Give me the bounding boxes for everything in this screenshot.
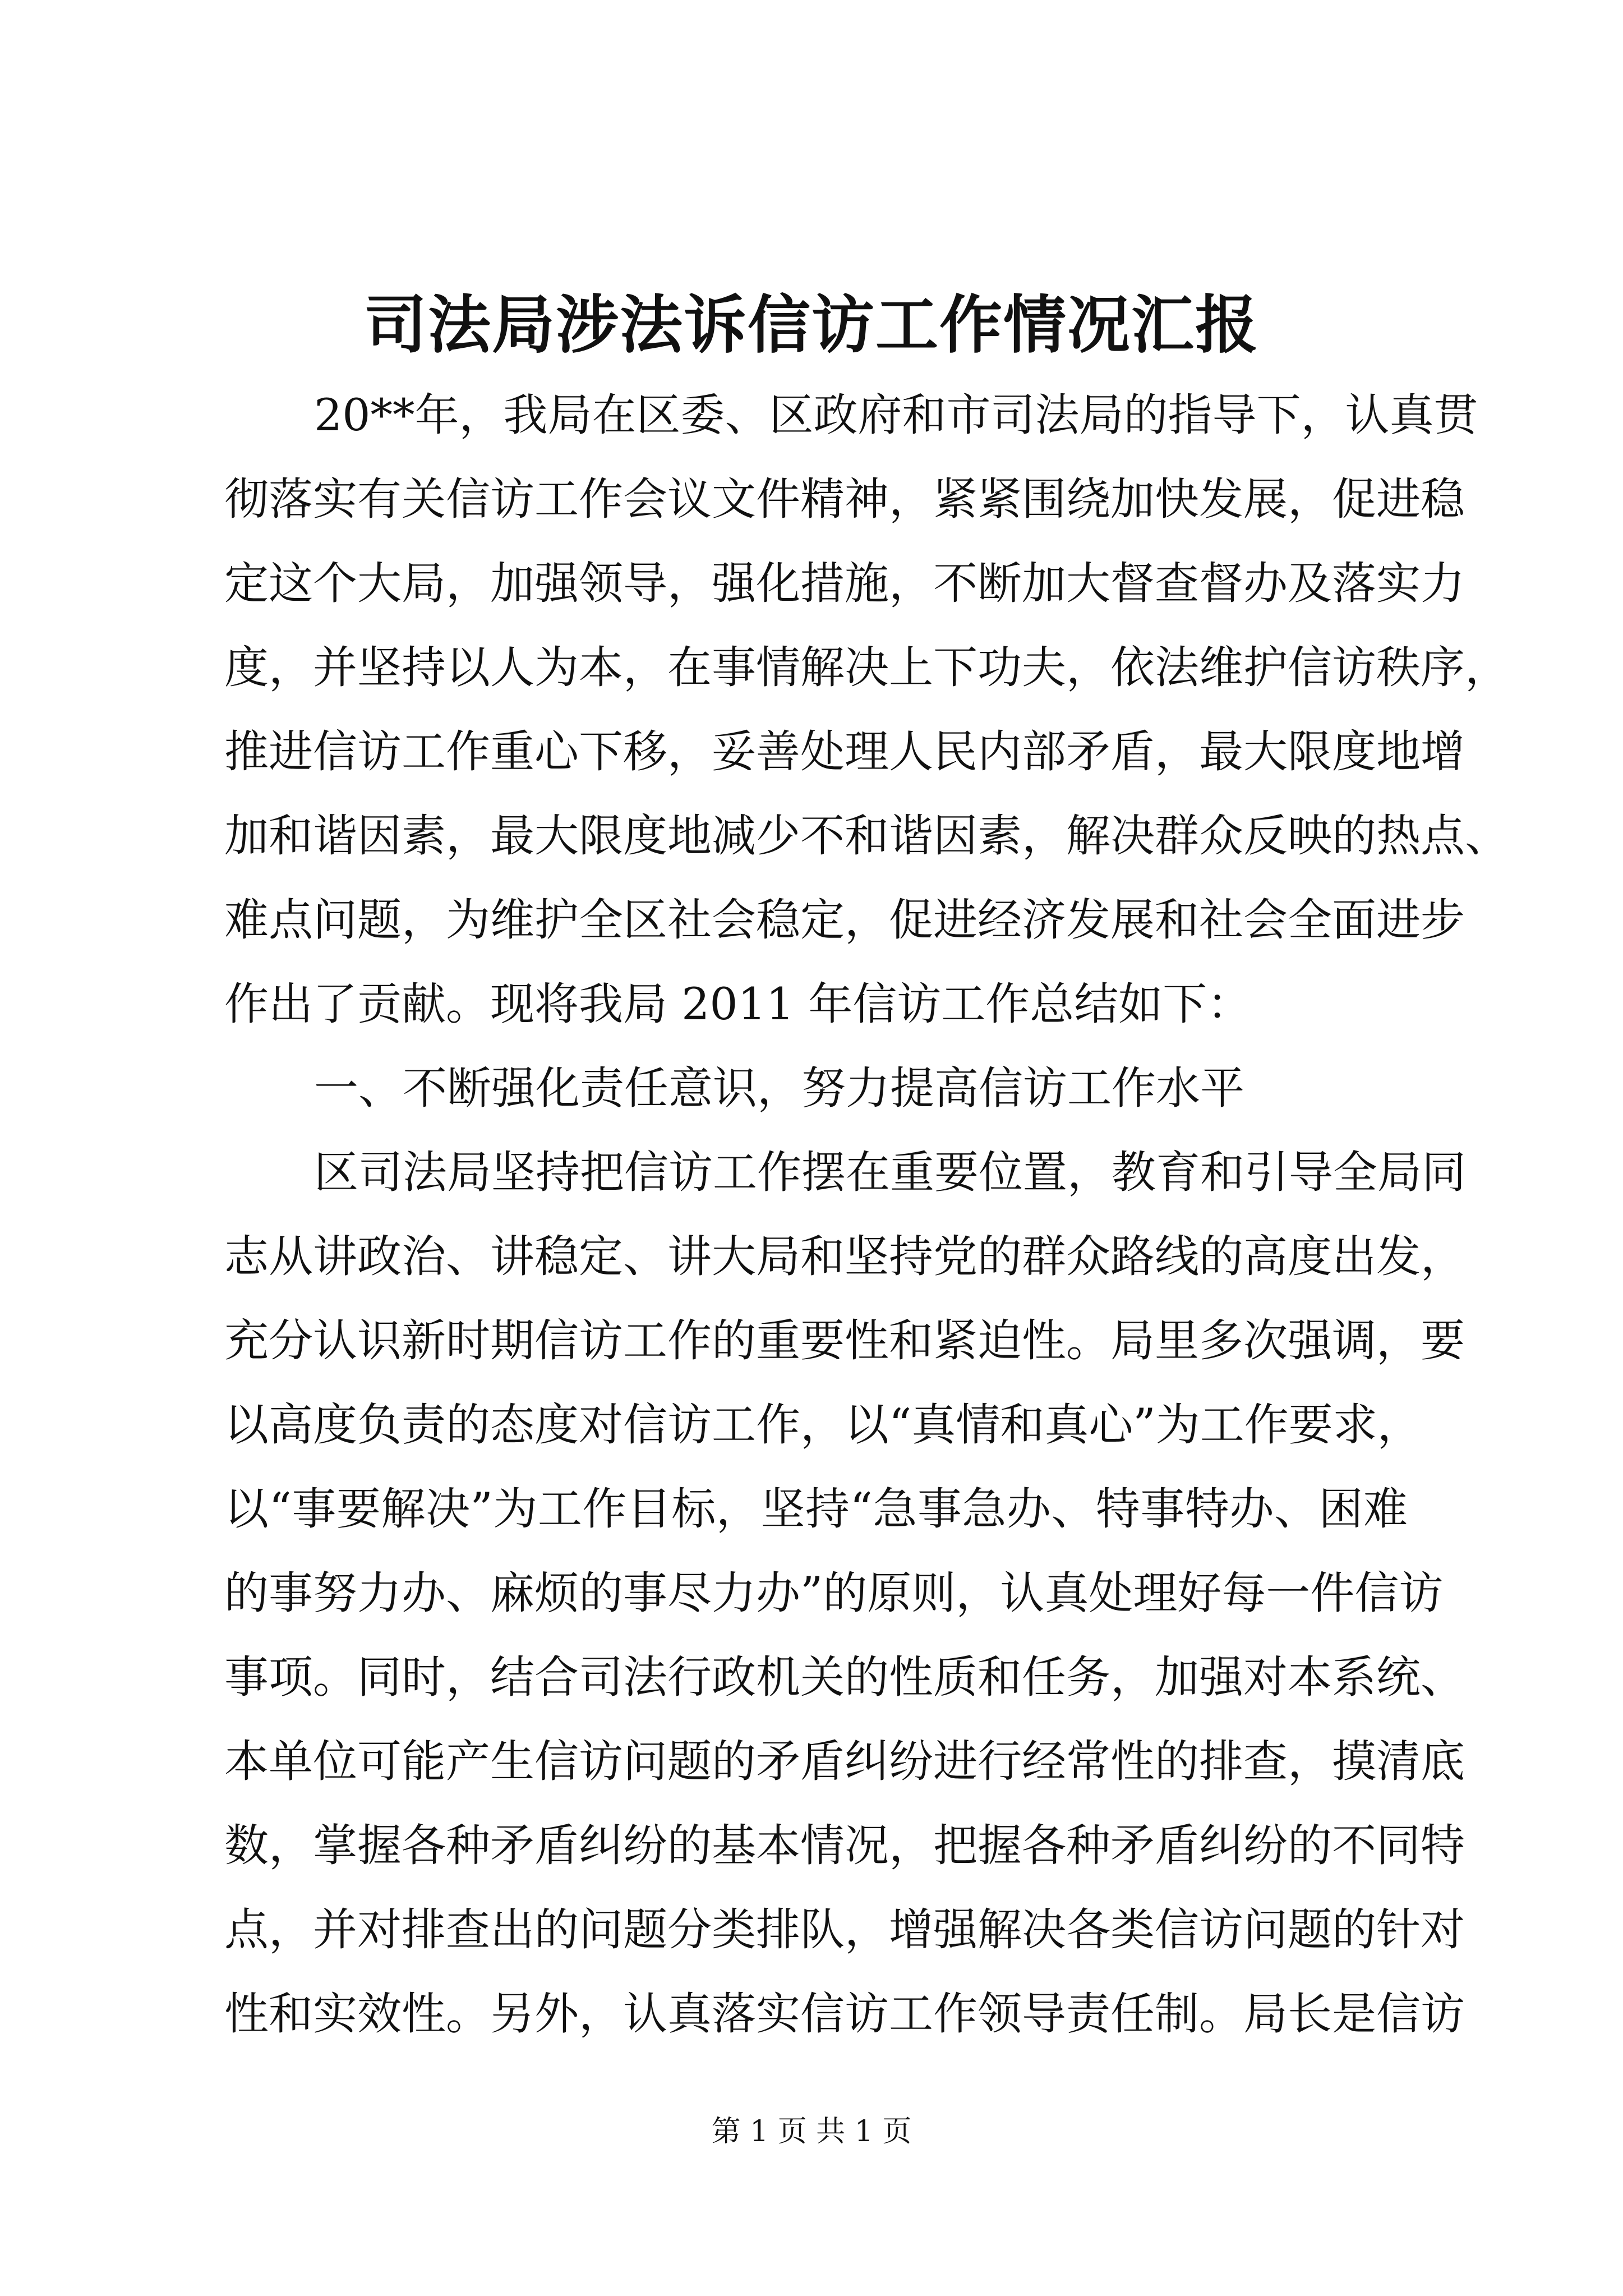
body-line: 难点问题，为维护全区社会稳定，促进经济发展和社会全面进步	[224, 894, 1465, 946]
body-line: 定这个大局，加强领导，强化措施，不断加大督查督办及落实力	[224, 558, 1465, 609]
body-line: 一、不断强化责任意识，努力提高信访工作水平	[314, 1062, 1244, 1114]
body-line: 彻落实有关信访工作会议文件精神，紧紧围绕加快发展，促进稳	[224, 473, 1465, 525]
page-footer: 第 1 页 共 1 页	[711, 2115, 912, 2148]
body-line: 事项。同时，结合司法行政机关的性质和任务，加强对本系统、	[224, 1651, 1465, 1703]
body-line: 的事努力办、麻烦的事尽力办”的原则，认真处理好每一件信访	[224, 1567, 1444, 1619]
body-line: 充分认识新时期信访工作的重要性和紧迫性。局里多次强调，要	[224, 1315, 1465, 1366]
body-line: 性和实效性。另外，认真落实信访工作领导责任制。局长是信访	[224, 1988, 1465, 2040]
body-line: 度，并坚持以人为本，在事情解决上下功夫，依法维护信访秩序，	[224, 642, 1509, 693]
body-line: 点，并对排查出的问题分类排队，增强解决各类信访问题的针对	[224, 1904, 1465, 1955]
body-line: 加和谐因素，最大限度地减少不和谐因素，解决群众反映的热点、	[224, 810, 1509, 862]
body-line: 作出了贡献。现将我局 2011 年信访工作总结如下：	[224, 978, 1252, 1030]
body-line: 志从讲政治、讲稳定、讲大局和坚持党的群众路线的高度出发，	[224, 1231, 1465, 1282]
document-title: 司法局涉法诉信访工作情况汇报	[364, 288, 1259, 362]
body-line: 数，掌握各种矛盾纠纷的基本情况，把握各种矛盾纠纷的不同特	[224, 1820, 1465, 1871]
body-line: 以高度负责的态度对信访工作，以“真情和真心”为工作要求，	[224, 1399, 1422, 1451]
body-line: 20**年，我局在区委、区政府和市司法局的指导下，认真贯	[314, 389, 1478, 441]
body-line: 区司法局坚持把信访工作摆在重要位置，教育和引导全局同	[314, 1147, 1466, 1198]
body-line: 推进信访工作重心下移，妥善处理人民内部矛盾，最大限度地增	[224, 726, 1465, 777]
body-line: 以“事要解决”为工作目标，坚持“急事急办、特事特办、困难	[224, 1483, 1408, 1535]
document-body	[224, 373, 1509, 2056]
body-line: 本单位可能产生信访问题的矛盾纠纷进行经常性的排查，摸清底	[224, 1736, 1465, 1787]
